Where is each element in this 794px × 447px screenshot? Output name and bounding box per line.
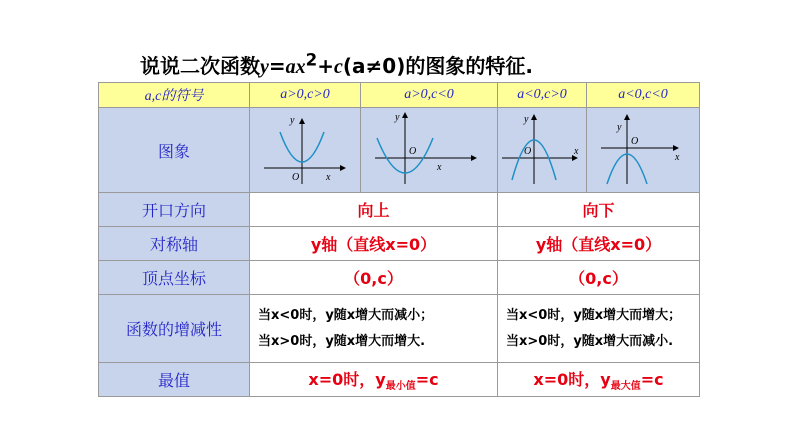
extreme-left-main: x=0时，y (308, 369, 386, 389)
image-row (99, 108, 700, 193)
vertex-right: （0,c） (498, 261, 700, 295)
row-label-vertex: 顶点坐标 (99, 261, 250, 295)
title-c: c (334, 56, 343, 78)
row-label-monotonic: 函数的增减性 (99, 295, 250, 363)
vertex-row (99, 261, 700, 295)
extreme-right-sub: 最大值 (610, 381, 641, 393)
extreme-left-sub: 最小值 (385, 381, 416, 393)
header-cell: a<0,c>0 (498, 83, 587, 108)
row-label-opening: 开口方向 (99, 193, 250, 227)
extreme-right-main: x=0时，y (533, 369, 611, 389)
extreme-right-tail: =c (640, 369, 664, 389)
monotonic-left-line2: 当x>0时，y随x增大而增大. (258, 333, 426, 349)
header-cell: a,c的符号 (99, 83, 250, 108)
page-title (140, 50, 533, 79)
graph-a-neg-c-neg (587, 108, 700, 193)
feature-table (98, 82, 700, 397)
title-x: x (295, 56, 306, 78)
monotonic-right-line2: 当x>0时，y随x增大而减小. (506, 333, 674, 349)
title-paren: (a≠0) (342, 54, 406, 78)
title-sup: 2 (305, 50, 318, 70)
graph-a-neg-c-pos (498, 108, 587, 193)
extreme-left (250, 363, 498, 397)
axis-row (99, 227, 700, 261)
opening-up: 向上 (250, 193, 498, 227)
header-cell: a>0,c<0 (361, 83, 498, 108)
vertex-left: （0,c） (250, 261, 498, 295)
header-row (99, 83, 700, 108)
graph-axis-y: y (524, 114, 529, 125)
header-cell: a<0,c<0 (587, 83, 700, 108)
monotonic-right (498, 295, 700, 363)
title-suffix: 的图象的特征. (405, 54, 533, 78)
opening-down: 向下 (498, 193, 700, 227)
graph-axis-x: x (326, 172, 331, 183)
monotonic-left (250, 295, 498, 363)
graph-axis-x: x (437, 162, 442, 173)
graph-a-pos-c-pos (250, 108, 361, 193)
extreme-left-tail: =c (415, 369, 439, 389)
graph-axis-x: x (675, 152, 680, 163)
graph-axis-x: x (574, 146, 579, 157)
graph-origin: O (409, 146, 417, 157)
monotonic-left-line1: 当x<0时，y随x增大而减小； (258, 307, 434, 323)
axis-left: y轴（直线x=0） (250, 227, 498, 261)
row-label-image: 图象 (99, 108, 250, 193)
graph-origin: O (292, 172, 300, 183)
graph-axis-y: y (395, 112, 400, 123)
monotonic-right-line1: 当x<0时，y随x增大而增大； (506, 307, 682, 323)
title-y: y (260, 56, 269, 78)
monotonic-row (99, 295, 700, 363)
header-cell: a>0,c>0 (250, 83, 361, 108)
opening-row (99, 193, 700, 227)
title-eq: = (268, 54, 286, 78)
graph-axis-y: y (290, 115, 295, 126)
graph-a-pos-c-neg (361, 108, 498, 193)
extreme-right (498, 363, 700, 397)
axis-right: y轴（直线x=0） (498, 227, 700, 261)
title-a: a (285, 56, 296, 78)
graph-origin: O (524, 146, 532, 157)
title-plus: + (317, 54, 335, 78)
extreme-row (99, 363, 700, 397)
row-label-axis: 对称轴 (99, 227, 250, 261)
graph-axis-y: y (617, 122, 622, 133)
graph-origin: O (631, 136, 639, 147)
row-label-extreme: 最值 (99, 363, 250, 397)
title-prefix: 说说二次函数 (140, 54, 260, 78)
